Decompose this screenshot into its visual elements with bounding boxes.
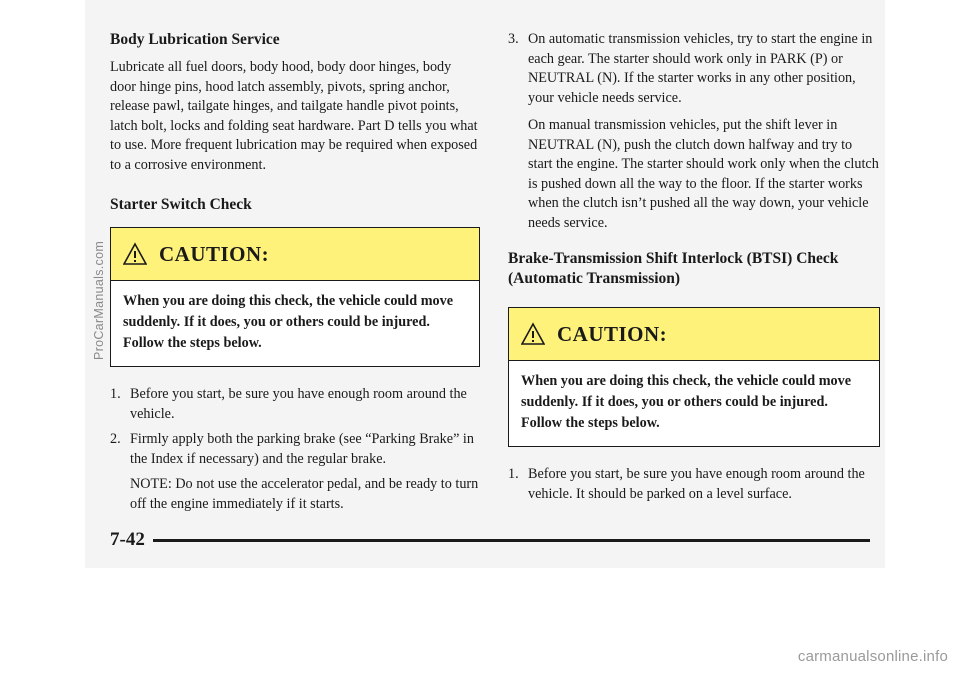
caution-text: When you are doing this check, the vehicle could move suddenly. If it does, you or others could be injured. Follow the steps below.: [123, 293, 453, 351]
caution-header: [111, 228, 479, 281]
left-column: [110, 30, 480, 514]
footer-rule: [153, 539, 870, 542]
list-text: Before you start, be sure you have enough room around the vehicle.: [130, 386, 467, 422]
caution-box-starter: [110, 227, 480, 367]
caution-title: CAUTION:: [159, 241, 270, 266]
list-item: [110, 430, 480, 469]
list-number: 3.: [508, 31, 519, 47]
caution-header: [509, 308, 879, 361]
page-number: 7-42: [110, 529, 145, 550]
list-number: 1.: [110, 386, 121, 402]
list-number: 1.: [508, 466, 519, 482]
list-number: 2.: [110, 431, 121, 447]
list-text: On automatic transmission vehicles, try to start the engine in each gear. The starter should work only in PARK (P) or NEUTRAL (N). If the starter works in any other position, your vehicle needs service.: [528, 31, 873, 106]
caution-title: CAUTION:: [557, 321, 668, 346]
list-text: Firmly apply both the parking brake (see “Parking Brake” in the Index if necessary) and the regular brake.: [130, 431, 474, 467]
right-column: [508, 30, 880, 504]
section-title-btsi: Brake-Transmission Shift Interlock (BTSI) Check (Automatic Transmission): [508, 250, 839, 287]
caution-text: When you are doing this check, the vehicle could move suddenly. If it does, you or others could be injured. Follow the steps below.: [521, 373, 851, 431]
list-item: [508, 465, 880, 504]
side-watermark: ProCarManuals.com: [92, 240, 106, 360]
bottom-watermark: carmanualsonline.info: [797, 648, 948, 665]
manual-transmission-text: On manual transmission vehicles, put the shift lever in NEUTRAL (N), push the clutch down halfway and try to start the engine. The starter should work only when the clutch is pushed down all the way to the floor. If the starter works when the clutch isn’t pushed all the way down, your vehicle needs service.: [528, 117, 879, 231]
list-item: [110, 385, 480, 424]
note-text: NOTE: Do not use the accelerator pedal, and be ready to turn off the engine immediately if it starts.: [130, 476, 479, 512]
list-text: Before you start, be sure you have enough room around the vehicle. It should be parked on a level surface.: [528, 466, 865, 502]
body-lubrication-text: Lubricate all fuel doors, body hood, body door hinges, body door hinge pins, hood latch assembly, pivots, spring anchor, release pawl, tailgate hinges, and tailgate handle pivot points, latch bolt, locks and folding seat hardware. Part D tells you what to use. More frequent lubrication may be required when exposed to a corrosive environment.: [110, 59, 478, 173]
warning-triangle-icon: [123, 242, 147, 266]
page-footer: [110, 528, 870, 552]
section-title-starter-switch: Starter Switch Check: [110, 196, 252, 213]
section-title-body-lubrication: Body Lubrication Service: [110, 31, 280, 48]
caution-box-btsi: [508, 307, 880, 447]
warning-triangle-icon: [521, 322, 545, 346]
list-item: [508, 30, 880, 108]
